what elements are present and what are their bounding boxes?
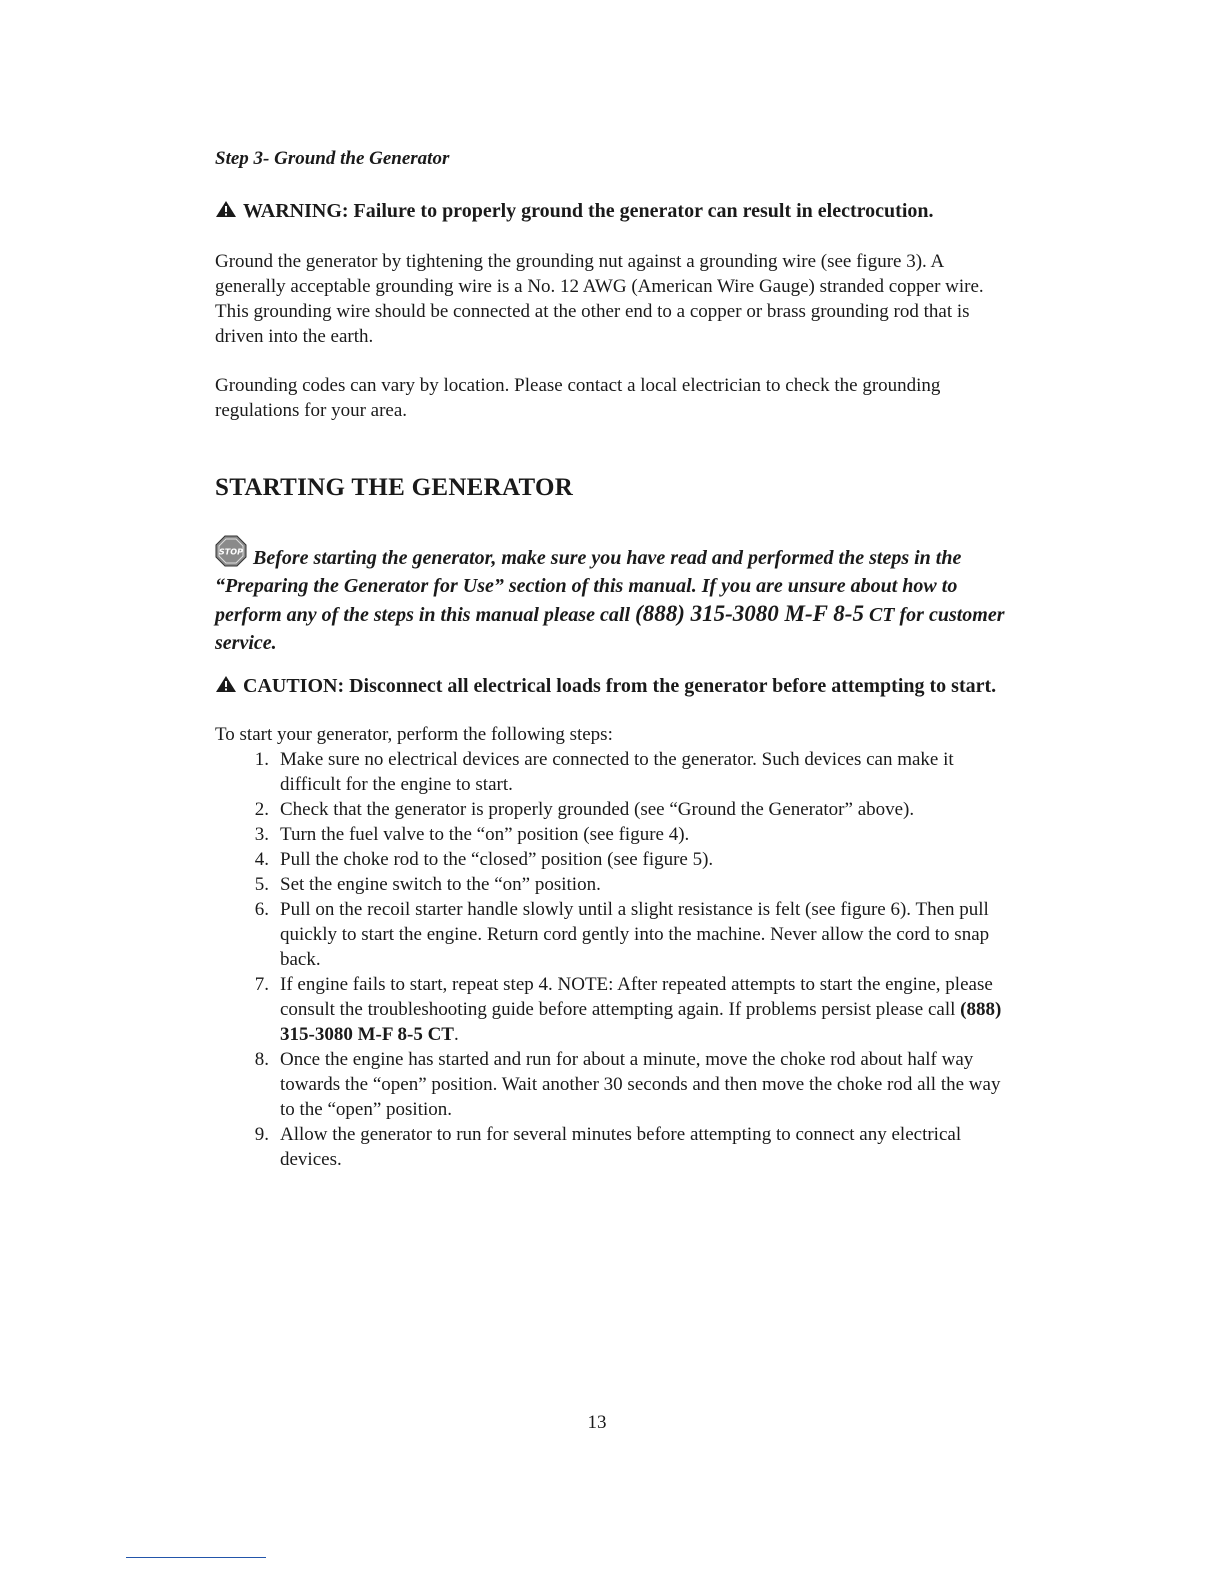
grounding-paragraph-2: Grounding codes can vary by location. Please contact a local electrician to check the grounding regulations for your area. <box>215 375 941 421</box>
caution-text: CAUTION: Disconnect all electrical loads from the generator before attempting to start. <box>243 675 997 697</box>
notice-text-before: Before starting the generator, make sure you have read and performed the steps in the “Preparing the Generator for Use” section of this manual. If you are unsure about how to perform any of the steps in this manual please call <box>215 547 962 626</box>
step-text: Allow the generator to run for several minutes before attempting to connect any electrical devices. <box>280 1124 962 1170</box>
stop-notice <box>215 535 1010 657</box>
step-number: 1. <box>254 749 269 770</box>
list-item <box>245 822 1010 847</box>
caution-callout <box>215 674 1005 699</box>
warning-triangle-icon <box>215 675 237 693</box>
step-number: 8. <box>254 1049 269 1070</box>
step-text: Once the engine has started and run for about a minute, move the choke rod about half way towards the “open” position. Wait another 30 seconds and then move the choke rod all the way to the “open” position. <box>280 1049 1001 1120</box>
grounding-paragraph-1: Ground the generator by tightening the grounding nut against a grounding wire (see figure 3). A generally acceptable grounding wire is a No. 12 AWG (American Wire Gauge) stranded copper wire. This grounding wire should be connected at the other end to a copper or brass grounding rod that is driven into the earth. <box>215 251 984 347</box>
list-item <box>245 1047 1010 1122</box>
step-number: 9. <box>254 1124 269 1145</box>
steps-list <box>245 747 1010 1172</box>
stop-sign-icon <box>215 535 247 567</box>
list-item <box>245 972 1010 1047</box>
notice-text-after: CT for customer service. <box>215 604 1005 654</box>
footnote-divider <box>126 1557 266 1558</box>
warning-text: WARNING: Failure to properly ground the generator can result in electrocution. <box>243 200 934 222</box>
step-text: Pull on the recoil starter handle slowly until a slight resistance is felt (see figure 6). Then pull quickly to start the engine. Return cord gently into the machine. Never allow the cord to snap back. <box>280 899 990 970</box>
warning-triangle-icon <box>215 200 237 218</box>
step-text: Make sure no electrical devices are connected to the generator. Such devices can make it difficult for the engine to start. <box>280 749 954 795</box>
section-title: STARTING THE GENERATOR <box>215 474 574 501</box>
list-item <box>245 872 1010 897</box>
list-item <box>245 747 1010 797</box>
step-phone: (888) 315-3080 M-F 8-5 CT <box>280 999 1002 1045</box>
step-text: Check that the generator is properly grounded (see “Ground the Generator” above). <box>280 799 915 820</box>
step-heading: Step 3- Ground the Generator <box>215 148 450 169</box>
list-item <box>245 847 1010 872</box>
step-text: Turn the fuel valve to the “on” position (see figure 4). <box>280 824 690 845</box>
step-text-end: . <box>453 1024 459 1045</box>
step-number: 3. <box>254 824 269 845</box>
step-number: 7. <box>254 974 269 995</box>
list-item <box>245 797 1010 822</box>
warning-callout <box>215 198 1015 224</box>
step-number: 6. <box>254 899 269 920</box>
step-number: 4. <box>254 849 269 870</box>
step-text: Pull the choke rod to the “closed” position (see figure 5). <box>280 849 714 870</box>
step-text: Set the engine switch to the “on” position. <box>280 874 601 895</box>
step-number: 5. <box>254 874 269 895</box>
svg-text:STOP: STOP <box>219 547 243 557</box>
page-number: 13 <box>587 1412 607 1433</box>
steps-intro: To start your generator, perform the following steps: <box>215 724 613 745</box>
step-text: If engine fails to start, repeat step 4. NOTE: After repeated attempts to start the engine, please consult the troubleshooting guide before attempting again. If problems persist please call <box>280 974 993 1020</box>
list-item <box>245 897 1010 972</box>
notice-phone: (888) 315-3080 M-F 8-5 <box>635 601 864 626</box>
list-item <box>245 1122 1010 1172</box>
step-number: 2. <box>254 799 269 820</box>
